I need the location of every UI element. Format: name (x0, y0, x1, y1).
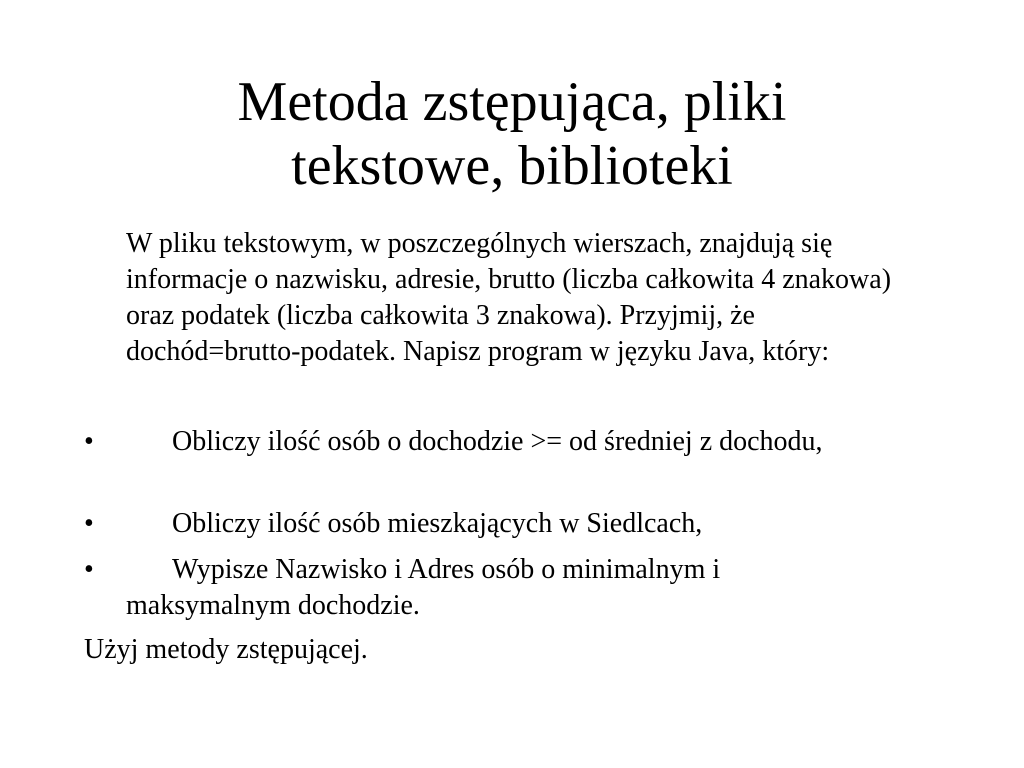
slide-title (0, 70, 1024, 198)
bullet-dot-icon: • (84, 426, 94, 457)
bullet-text: Wypisze Nazwisko i Adres osób o minimalnym i maksymalnym dochodzie. (126, 554, 721, 621)
bullet-text: Obliczy ilość osób o dochodzie >= od średniej z dochodu, (172, 426, 823, 457)
slide-title-line-1: Metoda zstępująca, pliki (237, 71, 787, 133)
intro-paragraph: W pliku tekstowym, w poszczególnych wierszach, znajdują się informacje o nazwisku, adresie, brutto (liczba całkowita 4 znakowa) oraz podatek (liczba całkowita 3 znakowa). Przyjmij, że dochód=brutto-podatek. Napisz program w języku Java, który: (126, 228, 892, 367)
bullet-dot-icon: • (84, 554, 94, 585)
closing-paragraph: Użyj metody zstępującej. (84, 634, 368, 665)
bullet-dot-icon: • (84, 508, 94, 539)
slide-title-line-2: tekstowe, biblioteki (291, 135, 733, 197)
bullet-text: Obliczy ilość osób mieszkających w Siedlcach, (172, 508, 703, 539)
